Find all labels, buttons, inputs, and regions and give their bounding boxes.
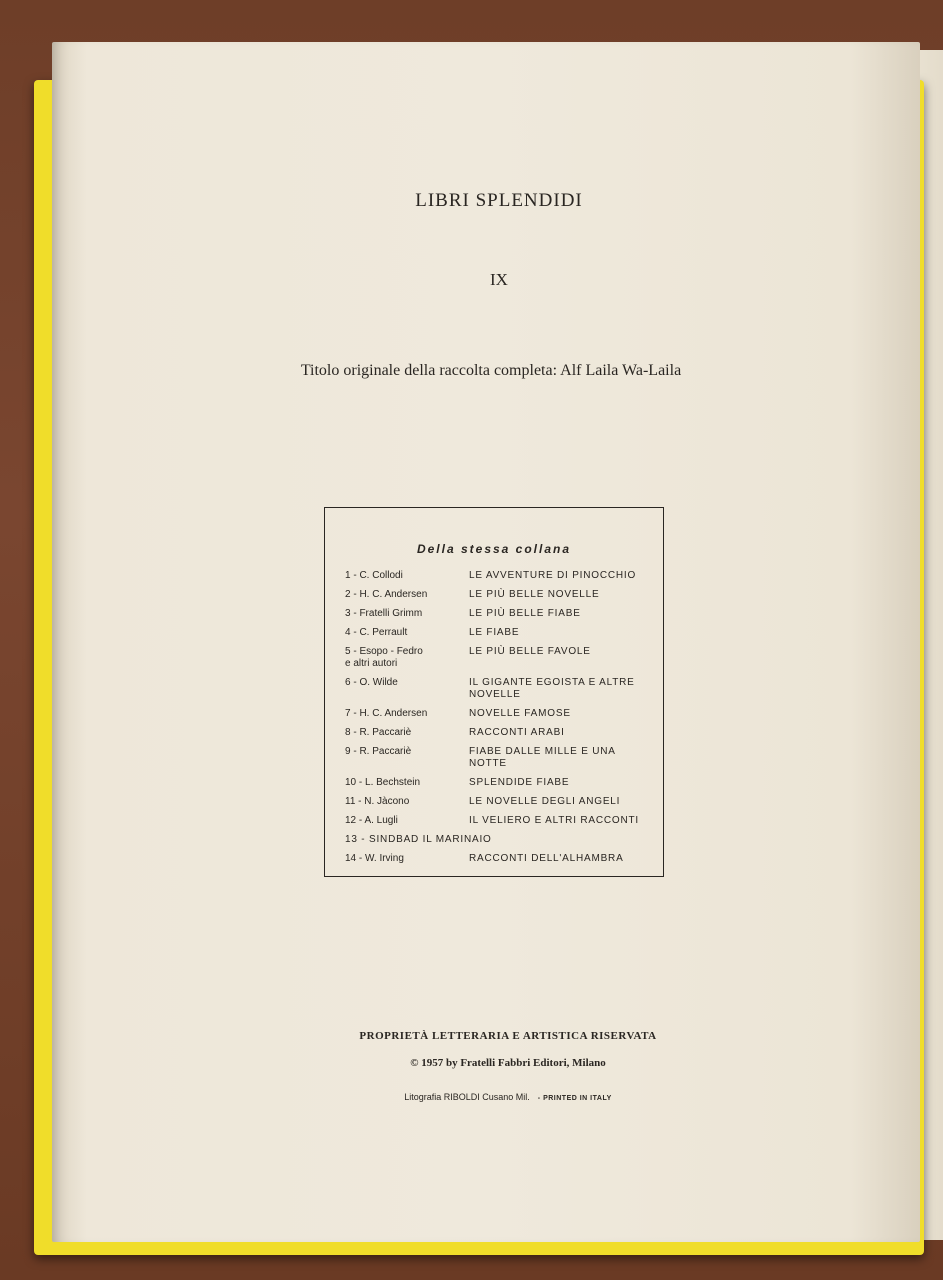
series-list xyxy=(345,570,655,872)
list-item xyxy=(345,727,655,739)
original-title-line: Titolo originale della raccolta completa: Alf Laila Wa-Laila xyxy=(300,362,682,379)
list-item xyxy=(345,746,655,770)
list-item-author: 14 - W. Irving xyxy=(345,853,404,864)
list-item-title: LE PIÙ BELLE FAVOLE xyxy=(469,646,591,657)
list-item-author: 7 - H. C. Andersen xyxy=(345,708,428,719)
list-item-title: SPLENDIDE FIABE xyxy=(469,777,570,788)
list-item-title: LE PIÙ BELLE NOVELLE xyxy=(469,589,600,600)
list-item xyxy=(345,570,655,582)
list-item-author: 10 - L. Bechstein xyxy=(345,777,421,788)
list-item-title: LE FIABE xyxy=(469,627,520,638)
series-list-heading: Della stessa collana xyxy=(416,542,572,556)
list-item-author: 1 - C. Collodi xyxy=(345,570,403,581)
list-item-title: IL VELIERO E ALTRI RACCONTI xyxy=(469,815,639,826)
printer-name: Litografia RIBOLDI Cusano Mil. xyxy=(404,1092,530,1102)
list-item-author: 5 - Esopo - Fedro e altri autori xyxy=(345,646,423,669)
list-item-author: 4 - C. Perrault xyxy=(345,627,408,638)
printed-in-label: - PRINTED IN ITALY xyxy=(537,1095,612,1102)
list-item-author: 12 - A. Lugli xyxy=(345,815,398,826)
list-item-title: LE AVVENTURE DI PINOCCHIO xyxy=(469,570,637,581)
rights-notice: PROPRIETÀ LETTERARIA E ARTISTICA RISERVATA xyxy=(359,1030,657,1042)
list-item xyxy=(345,608,655,620)
series-list-box xyxy=(324,507,664,877)
list-item xyxy=(345,777,655,789)
list-item xyxy=(345,677,655,701)
list-item-title: RACCONTI DELL'ALHAMBRA xyxy=(469,853,624,864)
list-item-author: 6 - O. Wilde xyxy=(345,677,398,688)
list-item xyxy=(345,834,655,846)
list-item-title: LE PIÙ BELLE FIABE xyxy=(469,608,581,619)
list-item-title: RACCONTI ARABI xyxy=(469,727,565,738)
list-item xyxy=(345,796,655,808)
list-item xyxy=(345,853,655,865)
list-item xyxy=(345,646,655,670)
volume-number: IX xyxy=(490,270,508,289)
list-item-author: 3 - Fratelli Grimm xyxy=(345,608,423,619)
book-page xyxy=(52,42,920,1242)
printer-line xyxy=(52,1092,920,1102)
list-item-title: NOVELLE FAMOSE xyxy=(469,708,571,719)
series-title: LIBRI SPLENDIDI xyxy=(415,190,583,211)
list-item-author: 2 - H. C. Andersen xyxy=(345,589,428,600)
copyright-line: © 1957 by Fratelli Fabbri Editori, Milano xyxy=(410,1057,606,1069)
list-item-title: IL GIGANTE EGOISTA E ALTRE NOVELLE xyxy=(469,677,635,700)
list-item xyxy=(345,627,655,639)
list-item-author: 9 - R. Paccariè xyxy=(345,746,412,757)
list-item xyxy=(345,589,655,601)
list-item-author: 8 - R. Paccariè xyxy=(345,727,412,738)
list-item xyxy=(345,815,655,827)
list-item-title: LE NOVELLE DEGLI ANGELI xyxy=(469,796,621,807)
list-item-title: FIABE DALLE MILLE E UNA NOTTE xyxy=(469,746,616,769)
list-item-author: 11 - N. Jàcono xyxy=(345,796,410,807)
list-item-author: 13 - SINDBAD IL MARINAIO xyxy=(345,834,492,845)
list-item xyxy=(345,708,655,720)
